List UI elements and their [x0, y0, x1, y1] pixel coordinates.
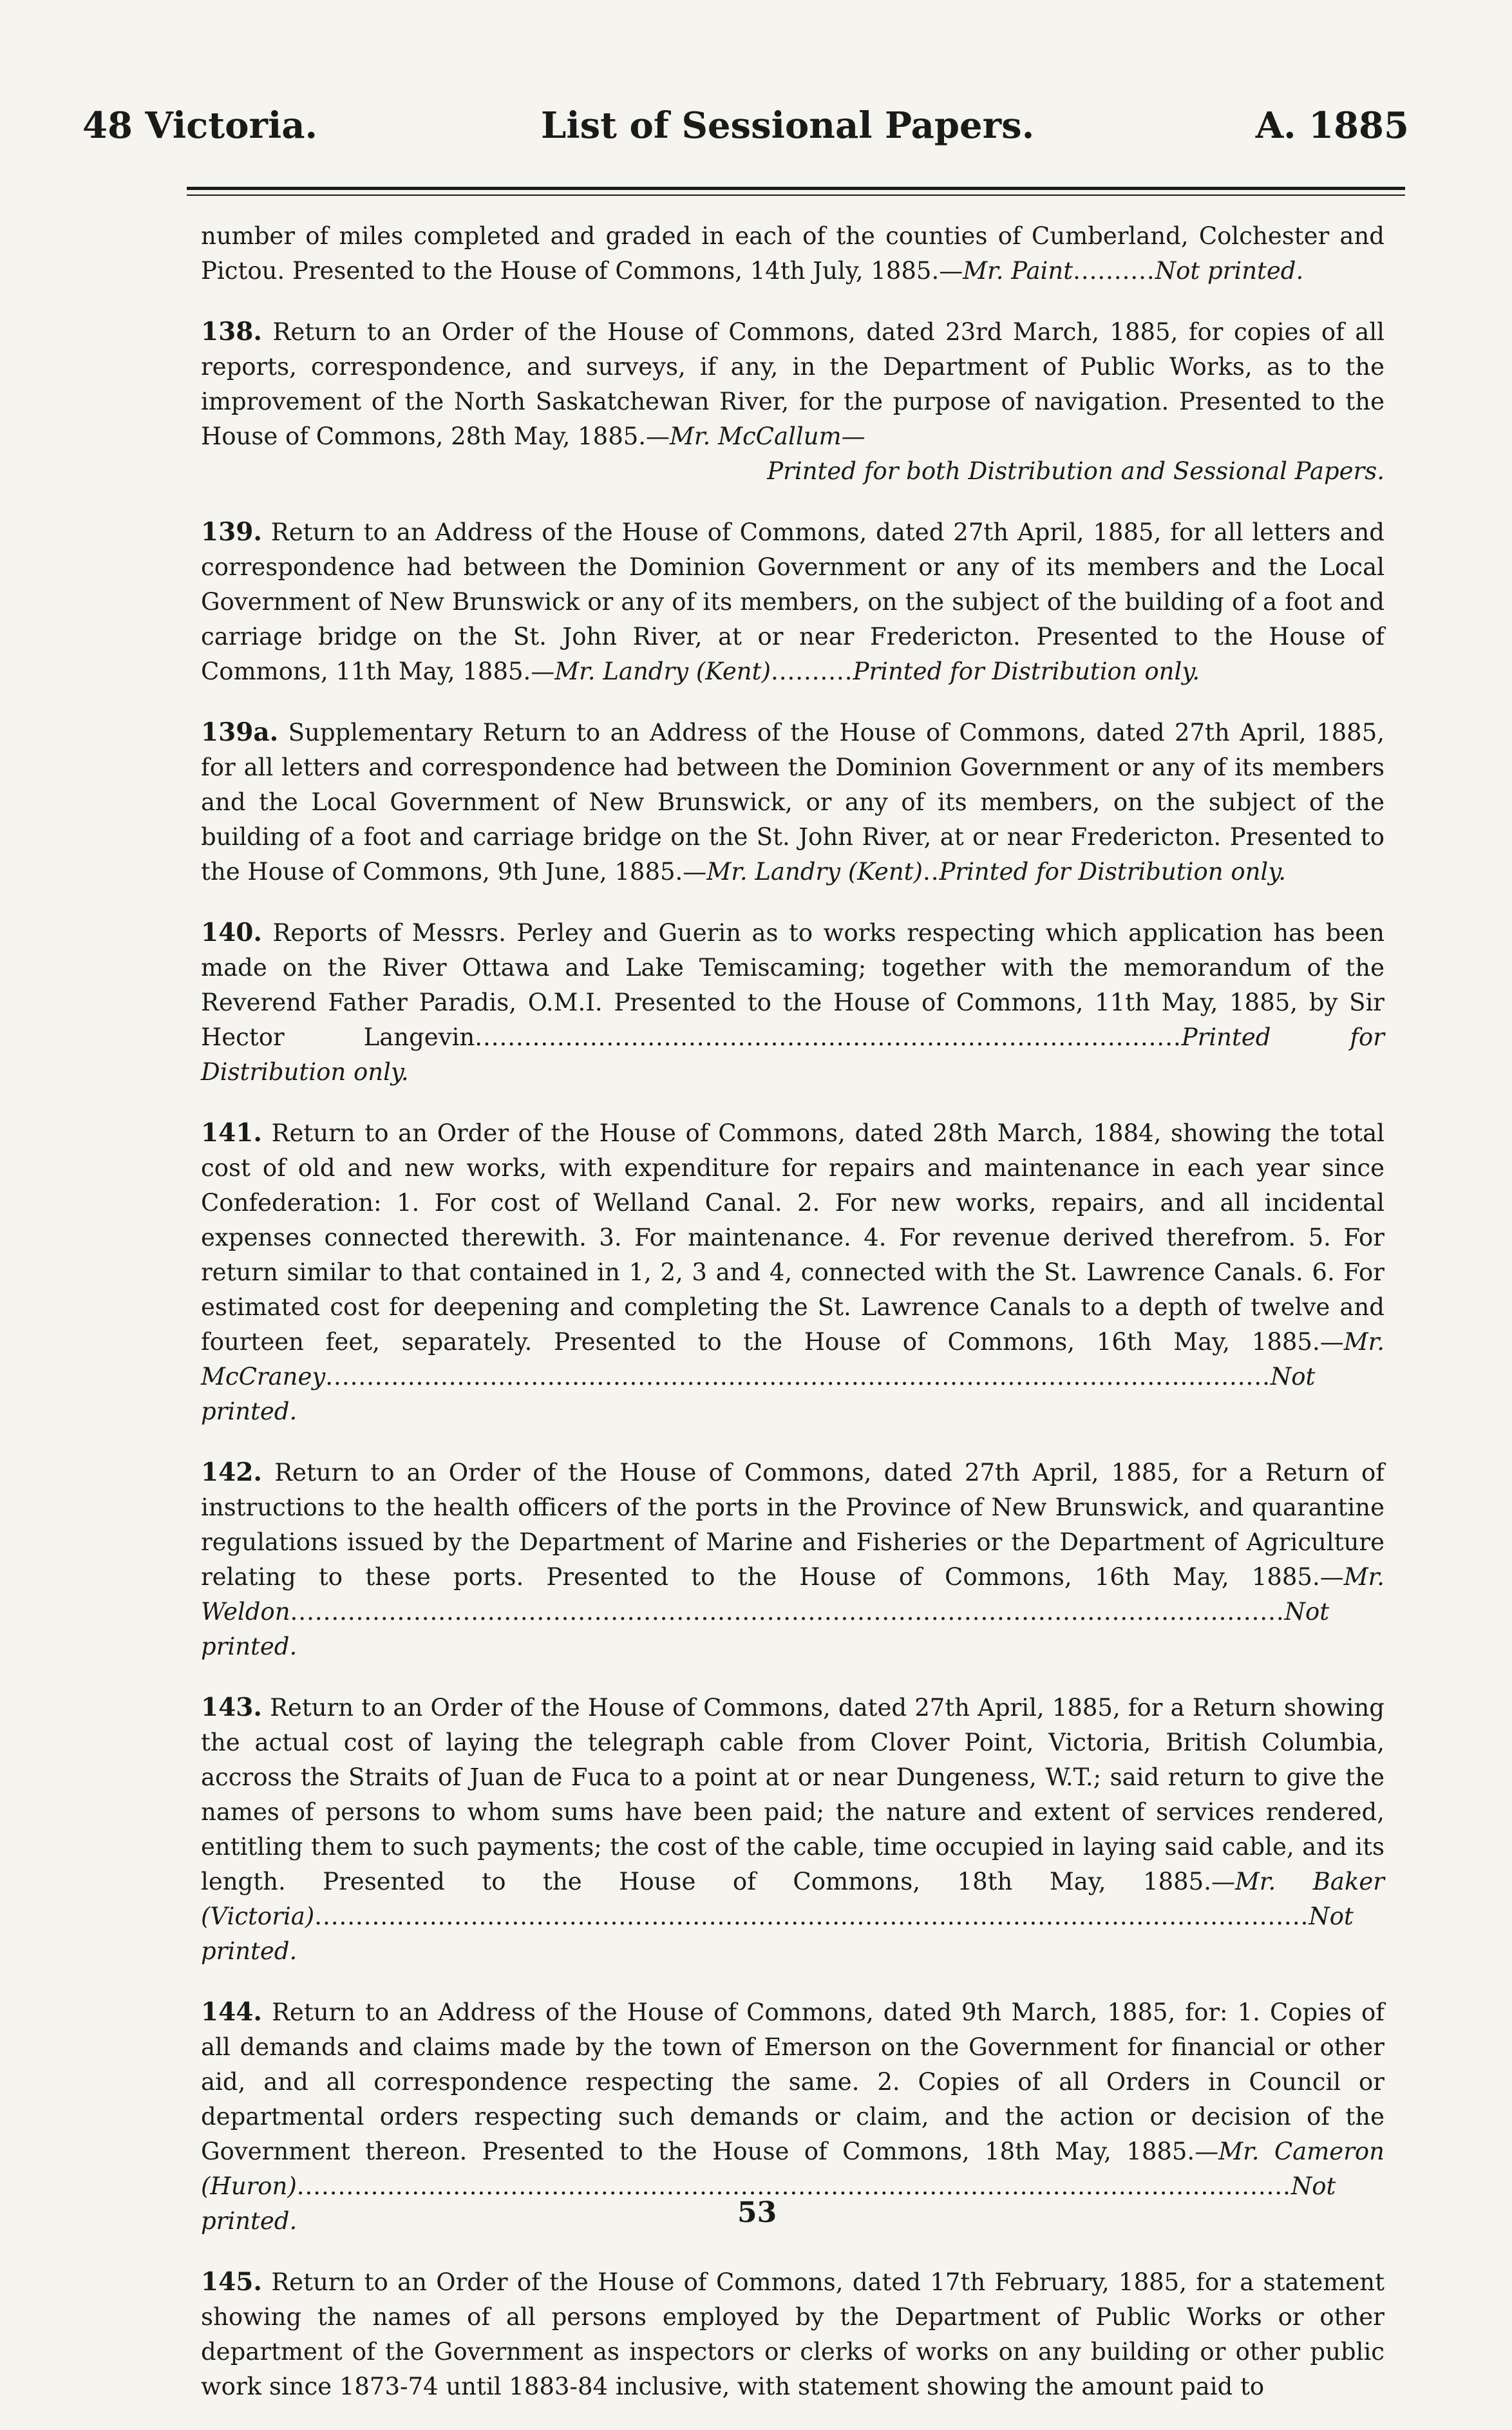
- entry-status: Printed for Distribution only.: [853, 658, 1200, 685]
- entry-text: Return to an Order of the House of Commons, dated 27th April, 1885, for a Return of instructions to the health officers of the ports in the Province of New Brunswick, and quarantine regulations issued by the Department of Marine and Fisheries or the Department of Agriculture relating to these ports. Presented to the House of Commons, 16th May, 1885.—: [201, 1459, 1384, 1591]
- entry-text: Return to an Address of the House of Commons, dated 27th April, 1885, for all letters and correspondence had between the Dominion Government or any of its members and the Local Government of New Brunswick or any of its members, on the subject of the building of a foot and carriage bridge on the St. John River, at or near Fredericton. Presented to the House of Commons, 11th May, 1885.—: [201, 518, 1384, 685]
- entry-status: Not printed.: [201, 1903, 1354, 1965]
- entry-number: 139.: [201, 517, 262, 547]
- entry-status: Printed for Distribution only.: [201, 1023, 1384, 1086]
- entry-member: Mr. Baker (Victoria): [201, 1868, 1384, 1930]
- entry-138: [201, 314, 1384, 454]
- entry-status: Not printed.: [201, 1363, 1316, 1425]
- entry-text: Return to an Order of the House of Commons, dated 23rd March, 1885, for copies of all reports, correspondence, and surveys, if any, in the Department of Public Works, as to the improvement of the North Saskatchewan River, for the purpose of navigation. Presented to the House of Commons, 28th May, 1885.—: [201, 318, 1384, 450]
- header-session: 48 Victoria.: [82, 104, 318, 147]
- header-rule-thin: [187, 195, 1405, 196]
- entry-143: [201, 1690, 1384, 1969]
- entry-text: Return to an Order of the House of Commons, dated 17th February, 1885, for a statement showing the names of all persons employed by the Department of Public Works or other department of the Government as inspectors or clerks of works on any building or other public work since 1873-74 until 1883-84 inclusive, with statement showing the amount paid to: [201, 2268, 1384, 2400]
- entry-number: 143.: [201, 1693, 262, 1722]
- entry-member: Mr. Landry (Kent): [706, 858, 923, 886]
- entry-number: 141.: [201, 1118, 262, 1148]
- entry-member: Mr. Cameron (Huron): [201, 2138, 1384, 2200]
- entry-status: Printed for Distribution only.: [939, 858, 1287, 886]
- entry-member: Mr. McCallum—: [670, 422, 865, 450]
- header-title: List of Sessional Papers.: [541, 104, 1035, 147]
- entry-text: Return to an Order of the House of Commons, dated 27th April, 1885, for a Return showing the actual cost of laying the telegraph cable from Clover Point, Victoria, British Columbia, accross the Straits of Juan de Fuca to a point at or near Dungeness, W.T.; said return to give the names of persons to whom sums have been paid; the nature and extent of services rendered, entitling them to such payments; the cost of the cable, time occupied in laying said cable, and its length. Presented to the House of Commons, 18th May, 1885.—: [201, 1694, 1384, 1895]
- running-header: [82, 104, 1409, 156]
- entry-leader: .........................................................................................................................: [296, 2172, 1291, 2200]
- entry-leader: ..: [922, 858, 940, 886]
- header-rule: [187, 187, 1405, 190]
- entry-text: Return to an Address of the House of Commons, dated 9th March, 1885, for: 1. Copies of all demands and claims made by the town of Emerson on the Government for financial or other aid, and all correspondence respecting the same. 2. Copies of all Orders in Council or departmental orders respecting such demands or claim, and the action or decision of the Government thereon. Presented to the House of Commons, 18th May, 1885.—: [201, 1998, 1384, 2165]
- entry-139: [201, 515, 1384, 689]
- entry-number: 138.: [201, 317, 262, 346]
- entry-member: Mr. Weldon: [201, 1563, 1384, 1626]
- entry-status: Not printed.: [201, 2172, 1336, 2235]
- entry-leader: ..........: [1073, 257, 1155, 285]
- header-series: A. 1885: [1255, 104, 1409, 147]
- entry-continuation: [201, 219, 1384, 289]
- page-number: 53: [737, 2196, 777, 2229]
- entry-number: 142.: [201, 1457, 262, 1487]
- entry-number: 145.: [201, 2267, 262, 2297]
- entry-leader: ......................................................................................: [475, 1023, 1182, 1051]
- entry-text: Supplementary Return to an Address of the House of Commons, dated 27th April, 1885, for all letters and correspondence had between the Dominion Government or any of its members and the Local Government of New Brunswick, or any of its members, on the subject of the building of a foot and carriage bridge on the St. John River, at or near Fredericton. Presented to the House of Commons, 9th June, 1885.—: [201, 719, 1384, 886]
- entry-leader: .........................................................................................................................: [314, 1903, 1309, 1930]
- entry-145: [201, 2264, 1384, 2404]
- entry-139a: [201, 715, 1384, 889]
- entry-text: Return to an Order of the House of Commons, dated 28th March, 1884, showing the total cost of old and new works, with expenditure for repairs and maintenance in each year since Confederation: 1. For cost of Welland Canal. 2. For new works, repairs, and all incidental expenses connected therewith. 3. For maintenance. 4. For revenue derived therefrom. 5. For return similar to that contained in 1, 2, 3 and 4, connected with the St. Lawrence Canals. 6. For estimated cost for deepening and completing the St. Lawrence Canals to a depth of twelve and fourteen feet, separately. Presented to the House of Commons, 16th May, 1885.—: [201, 1119, 1384, 1356]
- entry-text: number of miles completed and graded in each of the counties of Cumberland, Colchester and Pictou. Presented to the House of Commons, 14th July, 1885.—: [201, 222, 1384, 285]
- entries-list: [201, 219, 1384, 2430]
- entry-number: 140.: [201, 918, 262, 947]
- entry-number: 144.: [201, 1997, 262, 2027]
- entry-member: Mr. Paint: [963, 257, 1073, 285]
- entry-status: Not printed.: [1155, 257, 1304, 285]
- entry-leader: .........................................................................................................................: [290, 1598, 1285, 1626]
- entry-text: Reports of Messrs. Perley and Guerin as to works respecting which application has been made on the River Ottawa and Lake Temiscaming; together with the memorandum of the Reverend Father Paradis, O.M.I. Presented to the House of Commons, 11th May, 1885, by Sir Hector Langevin: [201, 919, 1384, 1051]
- entry-status: Not printed.: [201, 1598, 1330, 1660]
- entry-number: 139a.: [201, 717, 279, 747]
- entry-144: [201, 1995, 1384, 2239]
- entry-member: Mr. McCraney: [201, 1328, 1384, 1391]
- entry-member: Mr. Landry (Kent): [554, 658, 771, 685]
- entry-leader: ...................................................................................................................: [325, 1363, 1271, 1391]
- entry-leader: ..........: [770, 658, 853, 685]
- entry-status: Printed for both Distribution and Sessional Papers.: [767, 457, 1384, 485]
- entry-141: [201, 1115, 1384, 1429]
- entry-140: [201, 915, 1384, 1090]
- entry-142: [201, 1455, 1384, 1664]
